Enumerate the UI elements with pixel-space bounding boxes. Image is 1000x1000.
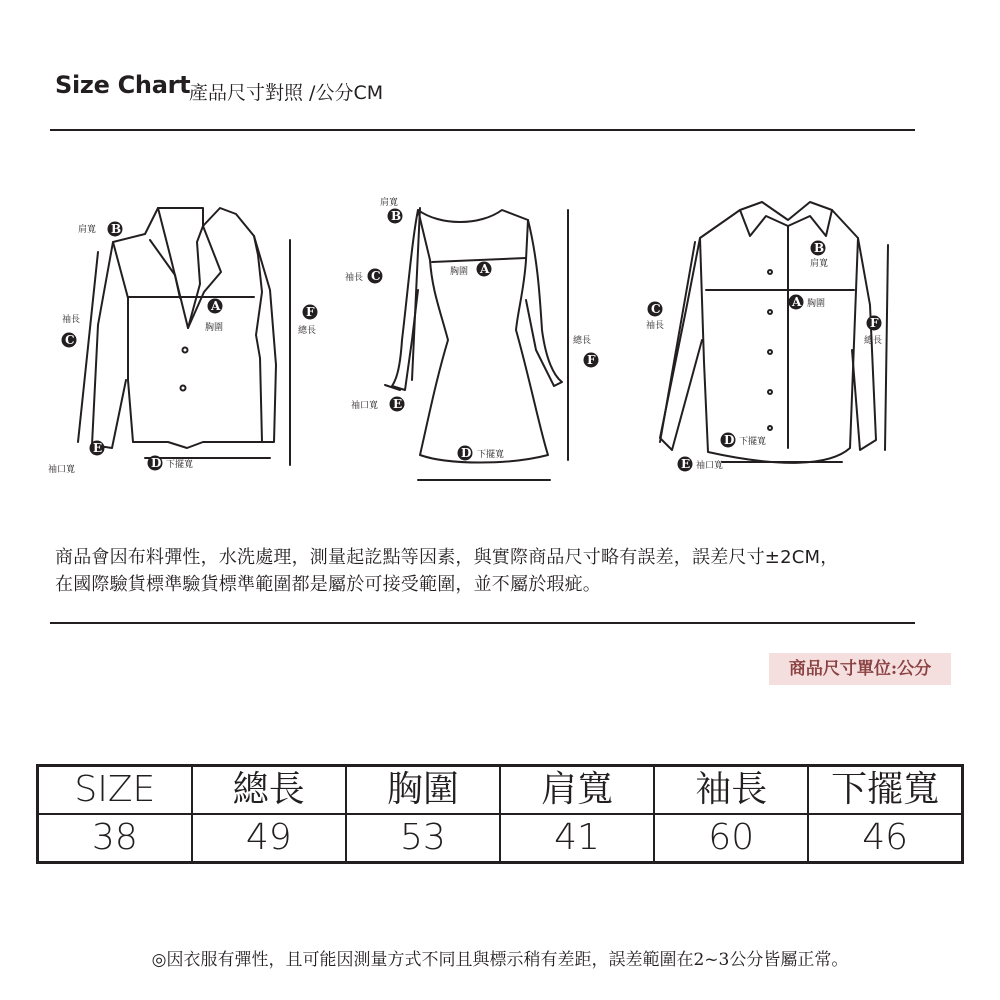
svg-text:B: B — [391, 209, 402, 223]
svg-text:胸圍: 胸圍 — [450, 267, 469, 277]
svg-text:總長: 總長 — [298, 326, 317, 336]
header-shoulder: 肩寬 — [500, 766, 654, 815]
header-chest: 胸圍 — [346, 766, 500, 815]
svg-text:D: D — [724, 433, 735, 447]
jacket-illustration — [78, 208, 290, 465]
svg-text:總長: 總長 — [864, 336, 883, 346]
footer-note: ◎因衣服有彈性，且可能因測量方式不同且與標示稍有差距，誤差範圍在2~3公分皆屬正常。 — [151, 950, 849, 970]
disclaimer-line-2: 在國際驗貨標準驗貨標準範圍都是屬於可接受範圍，並不屬於瑕疵。 — [55, 574, 601, 595]
garment-illustrations — [40, 180, 940, 510]
svg-text:C: C — [65, 333, 75, 347]
svg-text:袖長: 袖長 — [646, 321, 665, 331]
divider-bottom — [50, 622, 915, 624]
svg-text:袖口寬: 袖口寬 — [48, 465, 76, 475]
cell-chest: 53 — [346, 814, 500, 863]
svg-text:B: B — [814, 241, 825, 255]
table-row — [38, 814, 963, 863]
svg-text:胸圍: 胸圍 — [205, 323, 224, 333]
svg-text:袖口寬: 袖口寬 — [696, 461, 724, 471]
cell-shoulder: 41 — [500, 814, 654, 863]
svg-text:袖口寬: 袖口寬 — [351, 401, 379, 411]
disclaimer-line-1: 商品會因布料彈性，水洗處理，測量起訖點等因素，與實際商品尺寸略有誤差，誤差尺寸±2CM， — [55, 547, 839, 568]
title-en: Size Chart — [55, 71, 191, 99]
table-header-row — [38, 766, 963, 815]
svg-text:F: F — [587, 353, 596, 367]
dress-illustration — [385, 208, 568, 480]
unit-badge: 商品尺寸單位:公分 — [769, 653, 951, 685]
svg-text:F: F — [306, 305, 315, 319]
svg-text:A: A — [211, 299, 221, 313]
shirt-illustration — [660, 202, 888, 463]
header-length: 總長 — [192, 766, 346, 815]
svg-text:C: C — [371, 269, 381, 283]
cell-hem: 46 — [808, 814, 962, 863]
svg-text:總長: 總長 — [573, 336, 592, 346]
svg-text:D: D — [151, 456, 162, 470]
svg-text:袖長: 袖長 — [345, 273, 364, 283]
svg-text:下擺寬: 下擺寬 — [166, 460, 194, 470]
svg-text:E: E — [93, 441, 103, 455]
divider-top — [50, 129, 915, 131]
svg-text:E: E — [393, 397, 403, 411]
cell-length: 49 — [192, 814, 346, 863]
cell-sleeve: 60 — [654, 814, 808, 863]
svg-text:胸圍: 胸圍 — [807, 299, 826, 309]
svg-text:袖長: 袖長 — [62, 315, 81, 325]
svg-text:A: A — [480, 262, 490, 276]
header-hem: 下擺寬 — [808, 766, 962, 815]
header-size: SIZE — [38, 766, 192, 815]
svg-text:下擺寬: 下擺寬 — [739, 437, 767, 447]
title-zh: 產品尺寸對照 /公分CM — [189, 82, 384, 104]
svg-text:F: F — [870, 316, 879, 330]
svg-text:E: E — [681, 457, 691, 471]
svg-text:肩寬: 肩寬 — [380, 198, 399, 208]
svg-text:B: B — [111, 222, 122, 236]
svg-text:D: D — [461, 446, 472, 460]
size-table — [36, 764, 964, 864]
svg-text:肩寬: 肩寬 — [810, 259, 829, 269]
svg-text:下擺寬: 下擺寬 — [477, 450, 505, 460]
svg-text:C: C — [651, 302, 661, 316]
cell-size: 38 — [38, 814, 192, 863]
svg-text:肩寬: 肩寬 — [78, 225, 97, 235]
svg-text:A: A — [792, 295, 802, 309]
header-sleeve: 袖長 — [654, 766, 808, 815]
